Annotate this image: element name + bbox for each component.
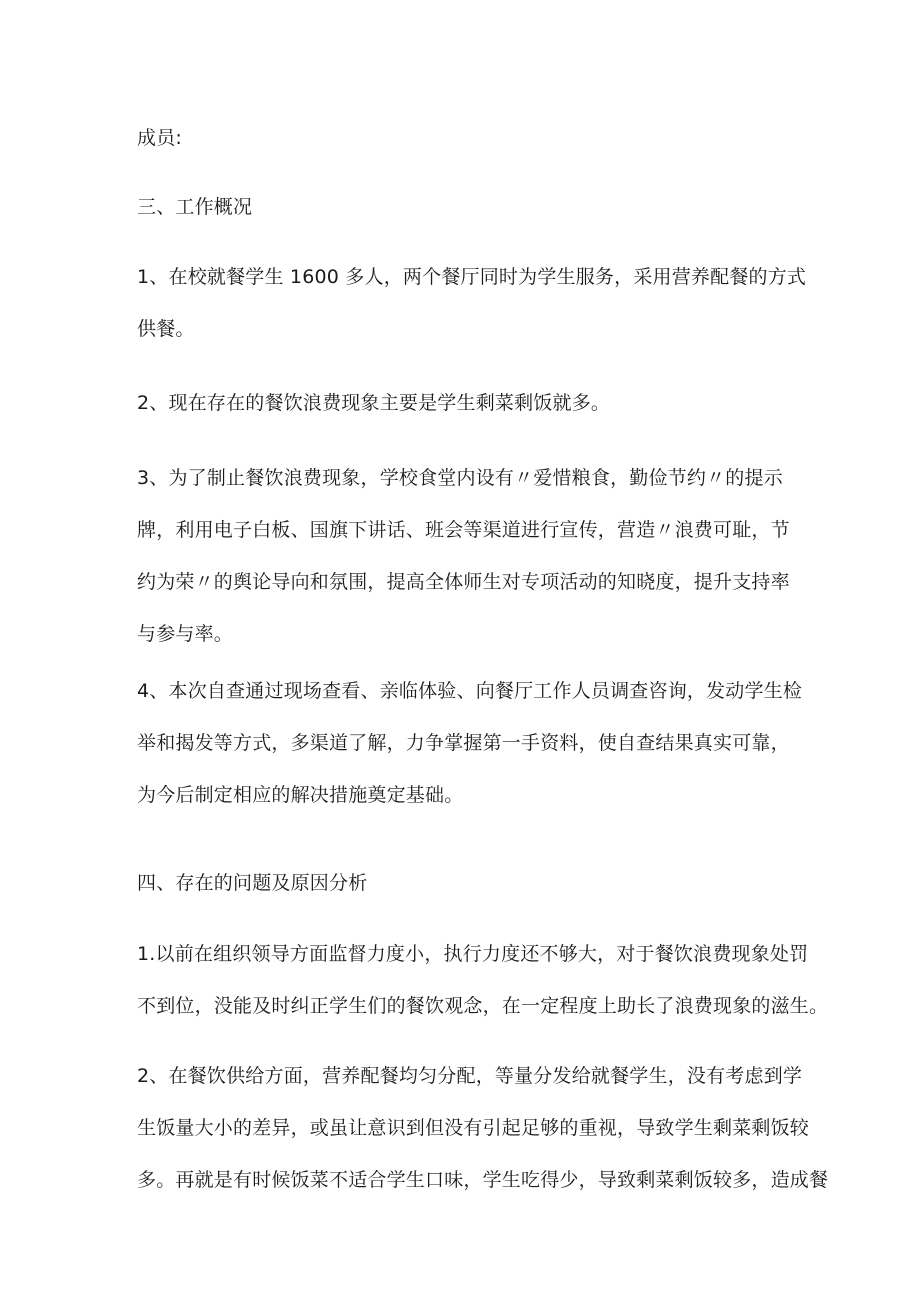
- paragraph-line: 生饭量大小的差异，或虽让意识到但没有引起足够的重视，导致学生剩菜剩饭较: [137, 1117, 810, 1139]
- section-3-item-2: [137, 377, 787, 429]
- paragraph-line: 1、在校就餐学生 1600 多人，两个餐厅同时为学生服务，采用营养配餐的方式: [137, 266, 807, 288]
- paragraph-line: 牌，利用电子白板、国旗下讲话、班会等渠道进行宣传，营造〃浪费可耻，节: [137, 519, 790, 541]
- section-4-heading: [137, 857, 787, 909]
- section-3-title: 三、工作概况: [137, 196, 253, 218]
- paragraph-line: 不到位，没能及时纠正学生们的餐饮观念，在一定程度上助长了浪费现象的滋生。: [137, 995, 829, 1017]
- paragraph-line: 2、现在存在的餐饮浪费现象主要是学生剩菜剩饭就多。: [137, 392, 611, 414]
- paragraph-line: 多。再就是有时候饭菜不适合学生口味，学生吃得少，导致剩菜剩饭较多，造成餐: [137, 1169, 829, 1191]
- paragraph-line: 1.以前在组织领导方面监督力度小，执行力度还不够大，对于餐饮浪费现象处罚: [137, 943, 809, 965]
- paragraph-line: 4、本次自查通过现场查看、亲临体验、向餐厅工作人员调查咨询，发动学生检: [137, 680, 803, 702]
- members-text: 成员:: [137, 127, 183, 149]
- section-4-item-2: [137, 1050, 829, 1206]
- paragraph-line: 为今后制定相应的解决措施奠定基础。: [137, 784, 464, 806]
- paragraph-line: 3、为了制止餐饮浪费现象，学校食堂内设有〃爱惜粮食，勤俭节约〃的提示: [137, 467, 783, 489]
- section-4-item-1: [137, 928, 829, 1032]
- paragraph-line: 供餐。: [137, 318, 195, 340]
- paragraph-line: 2、在餐饮供给方面，营养配餐均匀分配，等量分发给就餐学生，没有考虑到学: [137, 1065, 803, 1087]
- section-3-item-1: [137, 251, 807, 355]
- section-3-item-3: [137, 452, 790, 660]
- paragraph-line: 约为荣〃的舆论导向和氛围，提高全体师生对专项活动的知晓度，提升支持率: [137, 571, 790, 593]
- members-line: [137, 112, 787, 164]
- section-3-heading: [137, 181, 787, 233]
- paragraph-line: 举和揭发等方式，多渠道了解，力争掌握第一手资料，使自查结果真实可靠，: [137, 732, 790, 754]
- section-3-item-4: [137, 665, 803, 821]
- paragraph-line: 与参与率。: [137, 623, 234, 645]
- section-4-title: 四、存在的问题及原因分析: [137, 872, 368, 894]
